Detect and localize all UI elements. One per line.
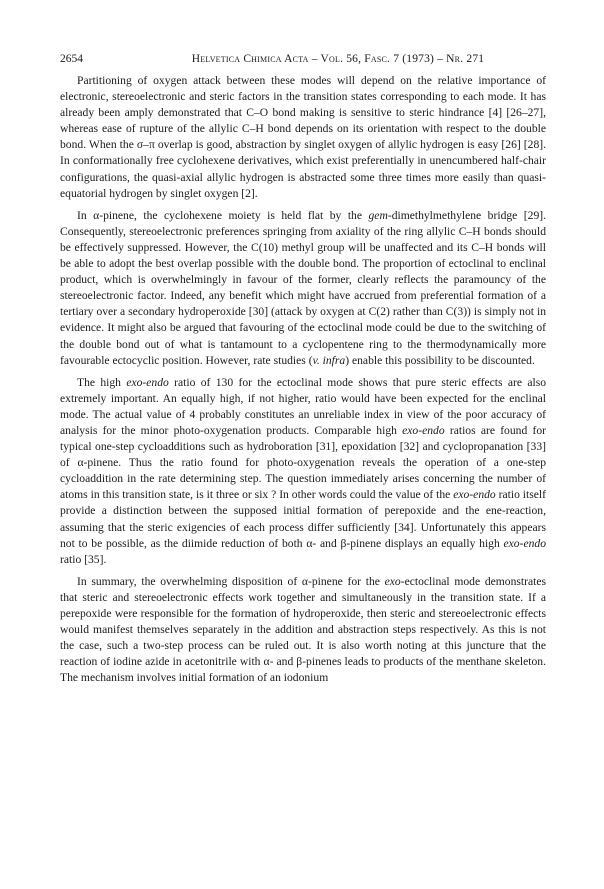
text-run: -dimethylmethylene bridge [29]. Consequently, stereoelectronic preferences springing from axiality of the ring allylic C–H bonds should be effectively suppressed. However, the C(10) methyl group will be unaffected and its C–H bonds will be able to adopt the best overlap possible with the double bond. The proportion of ectoclinal to enclinal product, which is overwhelmingly in favour of the former, clearly reflects the paramouncy of the stereoelectronic factor. Indeed, any benefit which might have accrued from preferential formation of a tertiary over a secondary hydroperoxide [30] (attack by oxygen at C(2) rather than C(3)) is simply not in evidence. It might also be argued that favouring of the ectoclinal mode could be due to the switching of the double bond out of what is tantamount to a cyclopentene ring to the thermodynamically more favourable ectocyclic position. However, rate studies ( — [60, 208, 547, 367]
italic-text: exo-endo — [126, 375, 169, 389]
text-run: ) enable this possibility to be discounted. — [345, 353, 535, 367]
text-run: -ectoclinal mode demonstrates that steric and stereoelectronic effects work together and simultaneously in the transition state. If a perepoxide were responsible for the formation of hydroperoxide, then steric and stereoelectronic effects would manifest themselves separately in the addition and abstraction steps respectively. As this is not the case, such a two-step process can be ruled out. It is also worth noting at this juncture that the reaction of iodine azide in acetonitrile with α- and β-pinenes leads to products of the menthane skeleton. The mechanism involves initial formation of an iodonium — [60, 574, 546, 685]
text-run: ratio [35]. — [60, 552, 107, 566]
text-run: ratios are found for typical one-step cycloadditions such as hydroboration [31], epoxidation [32] and cyclopropanation [33] of α-pinene. Thus the ratio found for photo-oxygenation reveals the operation of a one-step cycloaddition in the rate determining step. The question immediately arises concerning the number of atoms in this transition state, is it three or six ? In other words could the value of the — [60, 423, 546, 502]
italic-text: exo — [384, 574, 401, 588]
paragraph — [60, 208, 546, 369]
italic-text: gem — [368, 208, 388, 222]
page-header — [60, 51, 546, 67]
page-number: 2654 — [60, 53, 83, 65]
text-run: The high — [77, 375, 127, 389]
text-run: ratio itself provide a distinction between the supposed initial formation of perepoxide and the ene-reaction, assuming that the steric exigencies of each process differ sufficiently [34]. Unfortunately this appears not to be possible, as the diimide reduction of both α- and β-pinene displays an equally high — [60, 488, 546, 550]
paragraph — [60, 375, 546, 568]
italic-text: v. infra — [312, 353, 346, 367]
text-run: In α-pinene, the cyclohexene moiety is held flat by the — [77, 208, 369, 222]
italic-text: exo-endo — [453, 488, 496, 502]
paragraph — [60, 574, 546, 687]
paragraph — [60, 73, 546, 202]
italic-text: exo-endo — [503, 536, 546, 550]
italic-text: exo-endo — [402, 423, 445, 437]
body-text — [60, 73, 546, 686]
text-run: Partitioning of oxygen attack between these modes will depend on the relative importance of electronic, stereoelectronic and steric factors in the transition states corresponding to each mode. It has already been amply demonstrated that C–O bond making is sensitive to steric hindrance [4] [26–27], whereas ease of rupture of the allylic C–H bond depends on its orientation with respect to the double bond. When the σ–π overlap is good, abstraction by singlet oxygen of allylic hydrogen is easy [26] [28]. In conformationally free cyclohexene derivatives, which exist preferentially in unencumbered half-chair configurations, the quasi-axial allylic hydrogen is abstracted some three times more easily than quasi-equatorial hydrogen by singlet oxygen [2]. — [60, 74, 546, 200]
text-run: ratio of 130 for the ectoclinal mode shows that pure steric effects are also extremely important. An equally high, if not higher, ratio would have been expected for the enclinal mode. The actual value of 4 probably constitutes an unreliable index in view of the poor accuracy of analysis for the minor photo-oxygenation products. Comparable high — [60, 375, 547, 437]
running-head: Helvetica Chimica Acta – Vol. 56, Fasc. 7 (1973) – Nr. 271 — [191, 53, 485, 65]
text-run: In summary, the overwhelming disposition of α-pinene for the — [77, 574, 385, 588]
